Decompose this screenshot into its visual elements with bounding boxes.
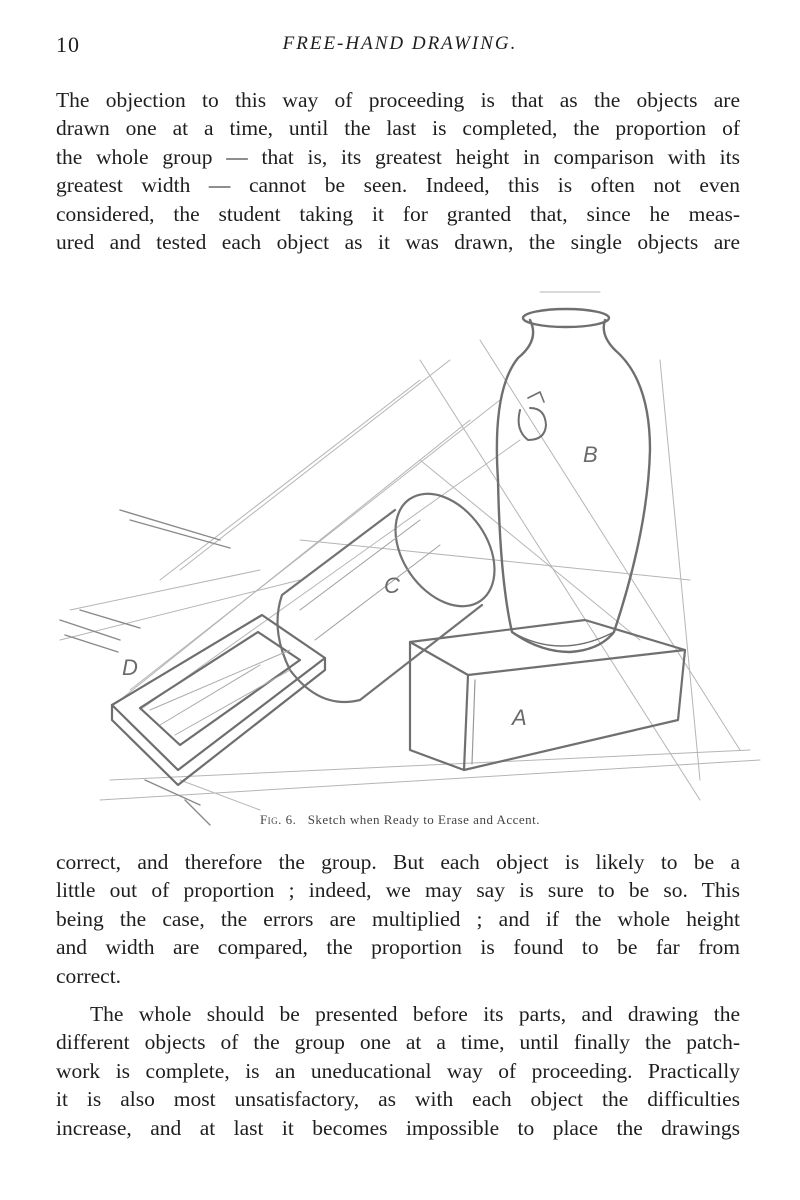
frame-d <box>112 615 325 785</box>
text-line: work is complete, is an uneducational way of proceeding. Practically <box>56 1058 740 1083</box>
caption-label: Fig. 6. <box>259 812 297 827</box>
text-line: it is also most unsatisfactory, as with each object the difficulties <box>56 1087 740 1112</box>
running-head: FREE-HAND DRAWING. <box>282 33 518 54</box>
text-line: correct, and therefore the group. But each object is likely to be a <box>56 850 740 874</box>
label-b: B <box>583 442 598 467</box>
paragraph-3 <box>56 1000 740 1142</box>
text-line: different objects of the group one at a time, until finally the patch- <box>56 1030 740 1055</box>
text-line: greatest width — cannot be seen. Indeed, this is often not even <box>56 173 740 198</box>
text-line: increase, and at last it becomes impossible to place the drawings <box>56 1115 740 1140</box>
text-line: The whole should be presented before its parts, and drawing the <box>90 1002 740 1026</box>
text-line: ured and tested each object as it was drawn, the single objects are <box>56 230 740 255</box>
text-line: little out of proportion ; indeed, we may say is sure to be so. This <box>56 878 740 903</box>
paragraph-1 <box>56 86 740 256</box>
figure-6 <box>0 280 800 840</box>
label-c: C <box>384 573 400 598</box>
text-line: drawn one at a time, until the last is completed, the proportion of <box>56 116 740 141</box>
paragraph-2 <box>56 848 740 990</box>
text-line: correct. <box>56 963 122 988</box>
text-line: The objection to this way of proceeding is that as the objects are <box>56 88 740 112</box>
text-line: considered, the student taking it for granted that, since he meas- <box>56 201 740 226</box>
box-a <box>410 620 685 770</box>
label-a: A <box>512 705 527 730</box>
caption-text: Sketch when Ready to Erase and Accent. <box>307 812 541 827</box>
label-d: D <box>122 655 138 680</box>
still-life-sketch <box>0 280 800 840</box>
figure-caption <box>0 812 800 828</box>
text-line: the whole group — that is, its greatest height in comparison with its <box>56 144 740 169</box>
page-number: 10 <box>56 32 80 57</box>
text-line: being the case, the errors are multiplied ; and if the whole height <box>56 906 740 931</box>
text-line: and width are compared, the proportion is found to be far from <box>56 935 740 960</box>
